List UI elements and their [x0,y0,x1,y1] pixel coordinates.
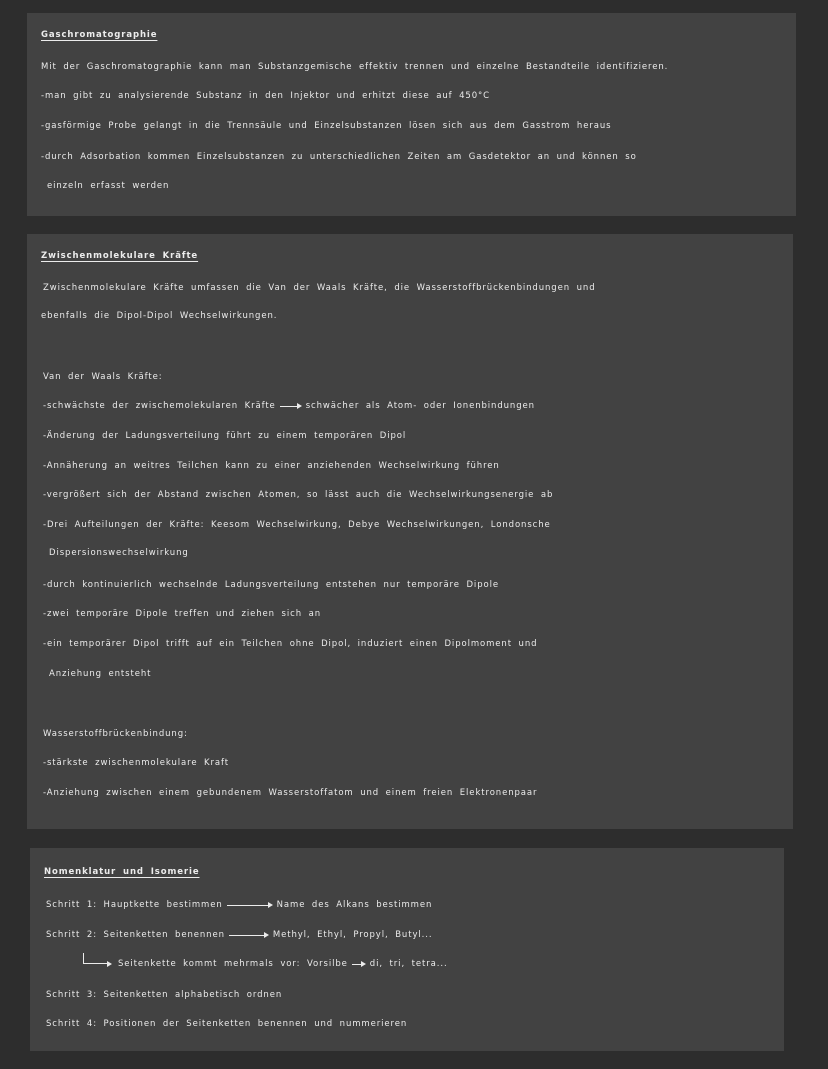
vdw-line: -zwei temporäre Dipole treffen und ziehen sich an [43,609,322,619]
vdw-line: -vergrößert sich der Abstand zwischen Atomen, so lässt auch die Wechselwirkungsenergie ab [43,490,554,500]
gc-line: -durch Adsorbation kommen Einzelsubstanzen zu unterschiedlichen Zeiten am Gasdetektor an und können so [41,152,637,162]
vdw-line: -ein temporärer Dipol trifft auf ein Teilchen ohne Dipol, induziert einen Dipolmoment und [43,639,538,649]
hb-line: -stärkste zwischenmolekulare Kraft [43,758,230,768]
nom-step-part: Methyl, Ethyl, Propyl, Butyl... [272,930,433,940]
nom-step-part: di, tri, tetra... [369,959,448,969]
gc-line: Mit der Gaschromatographie kann man Substanzgemische effektiv trennen und einzelne Bestandteile identifizieren. [41,62,669,72]
gc-title: Gaschromatographie [41,30,158,40]
nom-step: Schritt 3: Seitenketten alphabetisch ordnen [46,990,283,1000]
gc-line: -gasförmige Probe gelangt in die Trennsäule und Einzelsubstanzen lösen sich aus dem Gasstrom heraus [41,121,612,131]
gc-line: einzeln erfasst werden [47,181,170,191]
vdw-line: -Annäherung an weitres Teilchen kann zu einer anziehenden Wechselwirkung führen [43,461,500,471]
nomenklatur-card [30,848,784,1051]
nom-step-part: Schritt 1: Hauptkette bestimmen [46,900,223,910]
nom-step: Schritt 4: Positionen der Seitenketten benennen und nummerieren [46,1019,408,1029]
gc-line: -man gibt zu analysierende Substanz in den Injektor und erhitzt diese auf 450°C [41,91,491,101]
vdw-heading: Van der Waals Kräfte: [43,372,163,382]
vdw-line: -Änderung der Ladungsverteilung führt zu einem temporären Dipol [43,431,407,441]
imf-intro-line: Zwischenmolekulare Kräfte umfassen die Van der Waals Kräfte, die Wasserstoffbrückenbindungen und [43,283,596,293]
nom-title: Nomenklatur und Isomerie [44,867,200,877]
gaschromatographie-card [27,13,796,216]
vdw-line: Anziehung entsteht [49,669,152,679]
imf-title: Zwischenmolekulare Kräfte [41,251,199,261]
nom-substep [118,958,448,970]
elbow-arrow-icon [83,953,108,964]
vdw-line [43,400,535,412]
hb-heading: Wasserstoffbrückenbindung: [43,729,188,739]
vdw-line: Dispersionswechselwirkung [49,548,189,558]
hb-line: -Anziehung zwischen einem gebundenem Wasserstoffatom und einem freien Elektronenpaar [43,788,538,798]
imf-intro-line: ebenfalls die Dipol-Dipol Wechselwirkungen. [41,311,278,321]
vdw-line: -durch kontinuierlich wechselnde Ladungsverteilung entstehen nur temporäre Dipole [43,580,499,590]
nom-step-part: Schritt 2: Seitenketten benennen [46,930,225,940]
vdw-line-part: -schwächste der zwischemolekularen Kräfte [43,401,276,411]
arrow-icon [227,901,273,909]
nom-step [46,899,432,911]
vdw-line-part: schwächer als Atom- oder Ionenbindungen [305,401,535,411]
zwischenmolekulare-kraefte-card [27,234,793,829]
vdw-line: -Drei Aufteilungen der Kräfte: Keesom Wechselwirkung, Debye Wechselwirkungen, Londonsche [43,520,551,530]
nom-step [46,929,432,941]
nom-step-part: Name des Alkans bestimmen [276,900,433,910]
arrow-icon [352,960,366,968]
arrow-icon [229,931,269,939]
arrow-icon [280,402,302,410]
nom-step-part: Seitenkette kommt mehrmals vor: Vorsilbe [118,959,348,969]
